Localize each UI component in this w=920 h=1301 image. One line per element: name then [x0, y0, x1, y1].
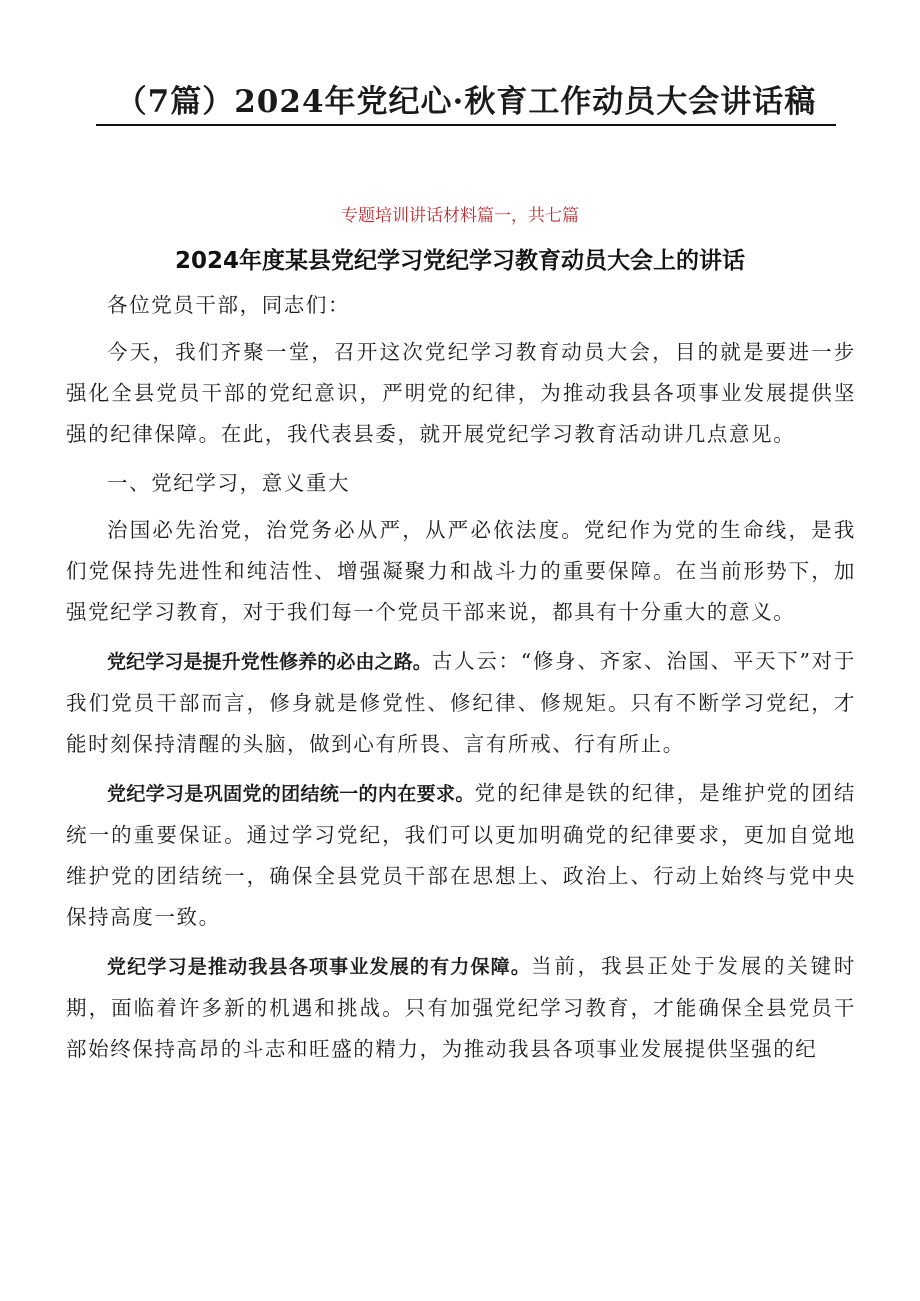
intro-paragraph: 今天，我们齐聚一堂，召开这次党纪学习教育动员大会，目的就是要进一步强化全县党员干部的党纪意识，严明党的纪律，为推动我县各项事业发展提供坚强的纪律保障。在此，我代表县委，就开展党纪学习教育活动讲几点意见。	[66, 340, 856, 446]
document-body	[66, 285, 856, 1070]
section-heading-1: 一、党纪学习，意义重大	[107, 471, 351, 495]
speech-title: 2024年度某县党纪学习党纪学习教育动员大会上的讲话	[174, 248, 745, 274]
paragraph-3-body: 党的纪律是铁的纪律，是维护党的团结统一的重要保证。通过学习党纪，我们可以更加明确党的纪律要求，更加自觉地维护党的团结统一，确保全县党员干部在思想上、政治上、行动上始终与党中央保持高度一致。	[66, 781, 856, 929]
document-title: （7篇）2024年党纪心·秋育工作动员大会讲话稿	[96, 80, 836, 126]
paragraph-1: 治国必先治党，治党务必从严，从严必依法度。党纪作为党的生命线，是我们党保持先进性和纯洁性、增强凝聚力和战斗力的重要保障。在当前形势下，加强党纪学习教育，对于我们每一个党员干部来说，都具有十分重大的意义。	[66, 518, 856, 624]
paragraph-4-body: 当前，我县正处于发展的关键时期，面临着许多新的机遇和挑战。只有加强党纪学习教育，才能确保全县党员干部始终保持高昂的斗志和旺盛的精力，为推动我县各项事业发展提供坚强的纪	[66, 954, 856, 1061]
salutation: 各位党员干部，同志们：	[107, 293, 351, 317]
paragraph-3	[66, 773, 856, 938]
paragraph-2-body: 古人云：“修身、齐家、治国、平天下”对于我们党员干部而言，修身就是修党性、修纪律、修规矩。只有不断学习党纪，才能时刻保持清醒的头脑，做到心有所畏、言有所戒、行有所止。	[66, 649, 856, 756]
paragraph-4	[66, 946, 856, 1070]
paragraph-2-lead: 党纪学习是提升党性修养的必由之路。	[107, 651, 432, 673]
paragraph-3-lead: 党纪学习是巩固党的团结统一的内在要求。	[107, 783, 475, 805]
paragraph-2	[66, 641, 856, 765]
paragraph-4-lead: 党纪学习是推动我县各项事业发展的有力保障。	[107, 956, 532, 978]
section-label: 专题培训讲话材料篇一，共七篇	[341, 206, 579, 226]
